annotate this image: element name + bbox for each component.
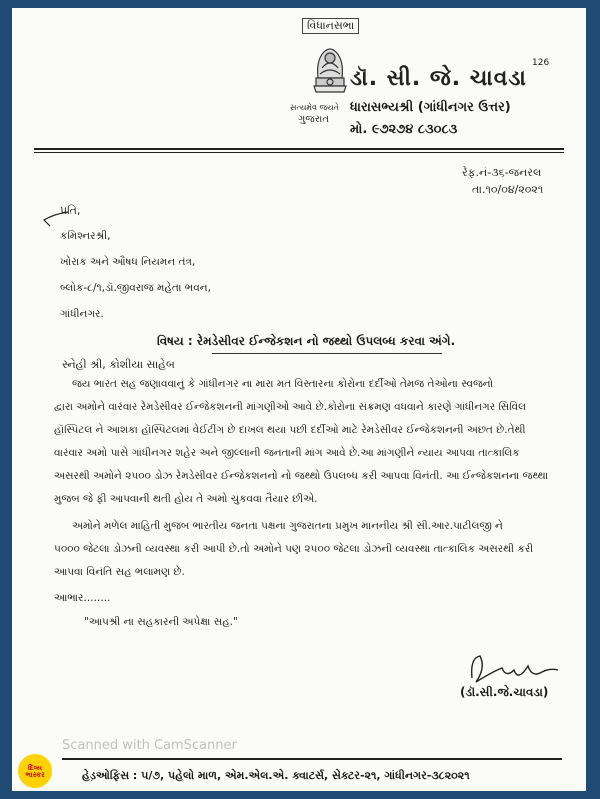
body-line: આપવા વિનંતિ સહ ભલામણ છે. — [54, 566, 185, 578]
body-line: વારંવાર અમો પાસે ગાંધીનગર શહેર અને જીલ્લાની જનતાની માંગ આવે છે.આ માંગણીને ન્યાય આપવા તાત્કાલિક — [54, 447, 520, 459]
greeting: સ્નેહી શ્રી, કોશીયા સાહેબ — [62, 358, 175, 371]
footer-address: હેડ઼ઓફિસ : ૫/૭, પહેલો માળ, એમ.એલ.એ. ક્વાટર્સ, સેક્ટર-૨૧, ગાંધીનગર-૩૮૨૦૨૧ — [82, 769, 470, 782]
body-line: હૉસ્પિટલ ને આશકા હૉસ્પિટલમાં વેઈટીંગ છે દાખલ થયા પછી દર્દીઓ માટે રેમડેસીવર ઈન્જેકશનની અછત છે.તેથી — [54, 424, 526, 436]
letter-page — [12, 8, 586, 791]
body-line: અમોને મળેલ માહિતી મુજબ ભારતીય જનતા પક્ષના ગુજરાતના પ્રમુખ માનનીય શ્રી સી.આર.પાટીલજી ને — [72, 520, 503, 532]
closing-line: "આપશ્રી ના સહકારની અપેક્ષા સહ." — [84, 616, 238, 628]
address-line: કમિશ્નરશ્રી, — [60, 230, 111, 242]
body-line: અસરથી અમોને ૨૫૦૦ ડોઝ રેમડેસીવર ઈન્જેકશનનો નો જથ્થો ઉપલબ્ધ કરી આપવા વિનંતી. આ ઈન્જેકશનના જથ્થા — [54, 470, 549, 482]
body-line: ૫૦૦૦ જેટલા ડોઝની વ્યવસ્થા કરી આપી છે.તો અમોને પણ ૨૫૦૦ જેટલા ડોઝની વ્યવસ્થા તાત્કાલિક અસરથી કરી — [54, 543, 534, 555]
address-line: બ્લોક-૮/૧,ડૉ.જીવરાજ મહેતા ભવન, — [60, 282, 211, 294]
emblem-motto: સત્યમેવ જયતે — [290, 103, 339, 112]
closing-thanks: આભાર........ — [54, 592, 111, 604]
reference-number: રેફ.નં-૩૬-જનરલ — [462, 166, 542, 179]
body-line: મુજબ જે ફી આપવાની થતી હોય તે અમો ચુકવવા તૈયાર છીએ. — [54, 493, 318, 505]
mla-name: ડૉ. સી. જે. ચાવડા — [350, 66, 527, 91]
salutation: પ્રતિ, — [60, 204, 81, 217]
header-divider — [34, 148, 564, 153]
emblem-state: ગુજરાત — [298, 114, 330, 125]
body-line: દ્વારા અમોને વારંવાર રેમડેસીવર ઈન્જેકશનની માંગણીઓ આવે છે.કોરોના સંક્રમણ વધવાને કારણે ગાંધીનગર સિવિલ — [54, 401, 526, 413]
subject-line: વિષય : રેમડેસીવર ઈન્જેકશન નો જથ્થો ઉપલબ્ધ કરવા અંગે. — [157, 334, 456, 348]
address-line: ખોરાક અને ઔષધ નિયમન તંત્ર, — [60, 256, 196, 268]
letter-date: તા.૧૦/૦૪/૨૦૨૧ — [472, 183, 544, 196]
body-line: જય ભારત સહ જણાવવાનું કે ગાંધીનગર ના મારા મત વિસ્તારના કોરોના દર્દીઓ તેમજ તેઓના સ્વજનો — [72, 378, 494, 390]
logo-text: દિવ્ય ભાસ્કર — [25, 764, 45, 779]
letterhead-number: 126 — [532, 58, 550, 68]
scanner-watermark: Scanned with CamScanner — [62, 738, 237, 753]
mobile-number: મો. ૯૭૨૭૪ ૮૩૦૮૩ — [350, 122, 458, 137]
signer-name: (ડૉ.સી.જે.ચાવડા) — [460, 685, 549, 699]
subject-underline — [212, 353, 442, 354]
ashoka-emblem-icon — [304, 38, 356, 106]
footer-divider — [62, 758, 562, 760]
emblem-label: વિધાનસભા — [302, 18, 359, 34]
designation: ધારાસભ્યશ્રી (ગાંધીનગર ઉત્તર) — [350, 100, 511, 115]
address-line: ગાંધીનગર. — [60, 308, 104, 320]
